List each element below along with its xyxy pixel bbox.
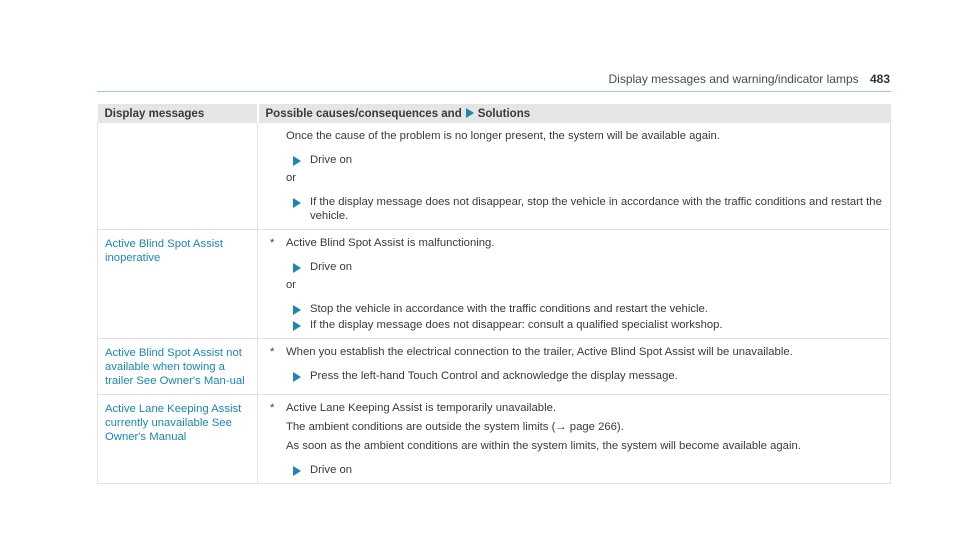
solution-step bbox=[266, 195, 882, 223]
display-message-name: Active Lane Keeping Assist currently unavailable See Owner's Manual bbox=[98, 395, 258, 484]
column-header-causes: Possible causes/consequences and bbox=[265, 107, 462, 120]
solution-step bbox=[266, 260, 882, 274]
table-row bbox=[98, 123, 891, 230]
display-message-name: Active Blind Spot Assist not available when towing a trailer See Owner's Man-ual bbox=[98, 339, 258, 395]
or-separator: or bbox=[286, 279, 297, 291]
solution-step-text: Stop the vehicle in accordance with the traffic conditions and restart the vehicle. bbox=[310, 303, 708, 315]
solution-step-text: If the display message does not disappear: consult a qualified specialist workshop. bbox=[310, 319, 723, 331]
display-message-name: Active Blind Spot Assist inoperative bbox=[98, 230, 258, 339]
solution-step bbox=[266, 302, 882, 316]
solution-step bbox=[266, 463, 882, 477]
column-header-display-messages: Display messages bbox=[98, 104, 258, 123]
optional-equipment-asterisk: * bbox=[270, 237, 275, 249]
solution-step bbox=[266, 369, 882, 383]
running-head bbox=[609, 72, 891, 86]
display-message-name bbox=[98, 123, 258, 230]
column-header-causes-solutions bbox=[258, 104, 891, 123]
solution-step-text: Press the left-hand Touch Control and acknowledge the display message. bbox=[310, 370, 678, 382]
table-row bbox=[98, 395, 891, 484]
or-separator: or bbox=[286, 172, 297, 184]
step-arrow-icon bbox=[293, 305, 301, 315]
optional-equipment-asterisk: * bbox=[270, 346, 275, 358]
cause-text: When you establish the electrical connection to the trailer, Active Blind Spot Assist will be unavailable. bbox=[286, 346, 793, 358]
step-arrow-icon bbox=[293, 466, 301, 476]
display-messages-table bbox=[97, 104, 891, 484]
table-row bbox=[98, 230, 891, 339]
solution-step-text: If the display message does not disappear, stop the vehicle in accordance with the traffic conditions and restart the vehicle. bbox=[310, 196, 882, 222]
solution-step-text: Drive on bbox=[310, 154, 353, 166]
cause-text: Once the cause of the problem is no longer present, the system will be available again. bbox=[286, 130, 720, 142]
causes-solutions-cell bbox=[258, 230, 891, 339]
step-arrow-icon bbox=[293, 198, 301, 208]
step-arrow-icon bbox=[293, 321, 301, 331]
causes-solutions-cell bbox=[258, 123, 891, 230]
causes-solutions-cell bbox=[258, 339, 891, 395]
table-row bbox=[98, 339, 891, 395]
step-arrow-icon bbox=[293, 156, 301, 166]
cause-text: Active Lane Keeping Assist is temporarily unavailable. bbox=[286, 402, 557, 414]
running-head-title: Display messages and warning/indicator lamps bbox=[608, 72, 859, 86]
solution-step-text: Drive on bbox=[310, 261, 353, 273]
page-number: 483 bbox=[869, 72, 890, 86]
step-arrow-icon bbox=[293, 263, 301, 273]
solution-arrow-icon bbox=[466, 108, 474, 118]
cause-text: Active Blind Spot Assist is malfunctioning. bbox=[286, 237, 495, 249]
header-rule bbox=[97, 91, 891, 92]
cause-text: As soon as the ambient conditions are within the system limits, the system will become available again. bbox=[286, 440, 801, 452]
solution-step bbox=[266, 153, 882, 167]
causes-solutions-cell bbox=[258, 395, 891, 484]
solution-step bbox=[266, 318, 882, 332]
step-arrow-icon bbox=[293, 372, 301, 382]
solution-step-text: Drive on bbox=[310, 464, 353, 476]
table-header-row bbox=[98, 104, 891, 123]
cause-text: The ambient conditions are outside the system limits (→ page 266). bbox=[286, 421, 624, 433]
column-header-solutions: Solutions bbox=[477, 107, 531, 120]
optional-equipment-asterisk: * bbox=[270, 402, 275, 414]
